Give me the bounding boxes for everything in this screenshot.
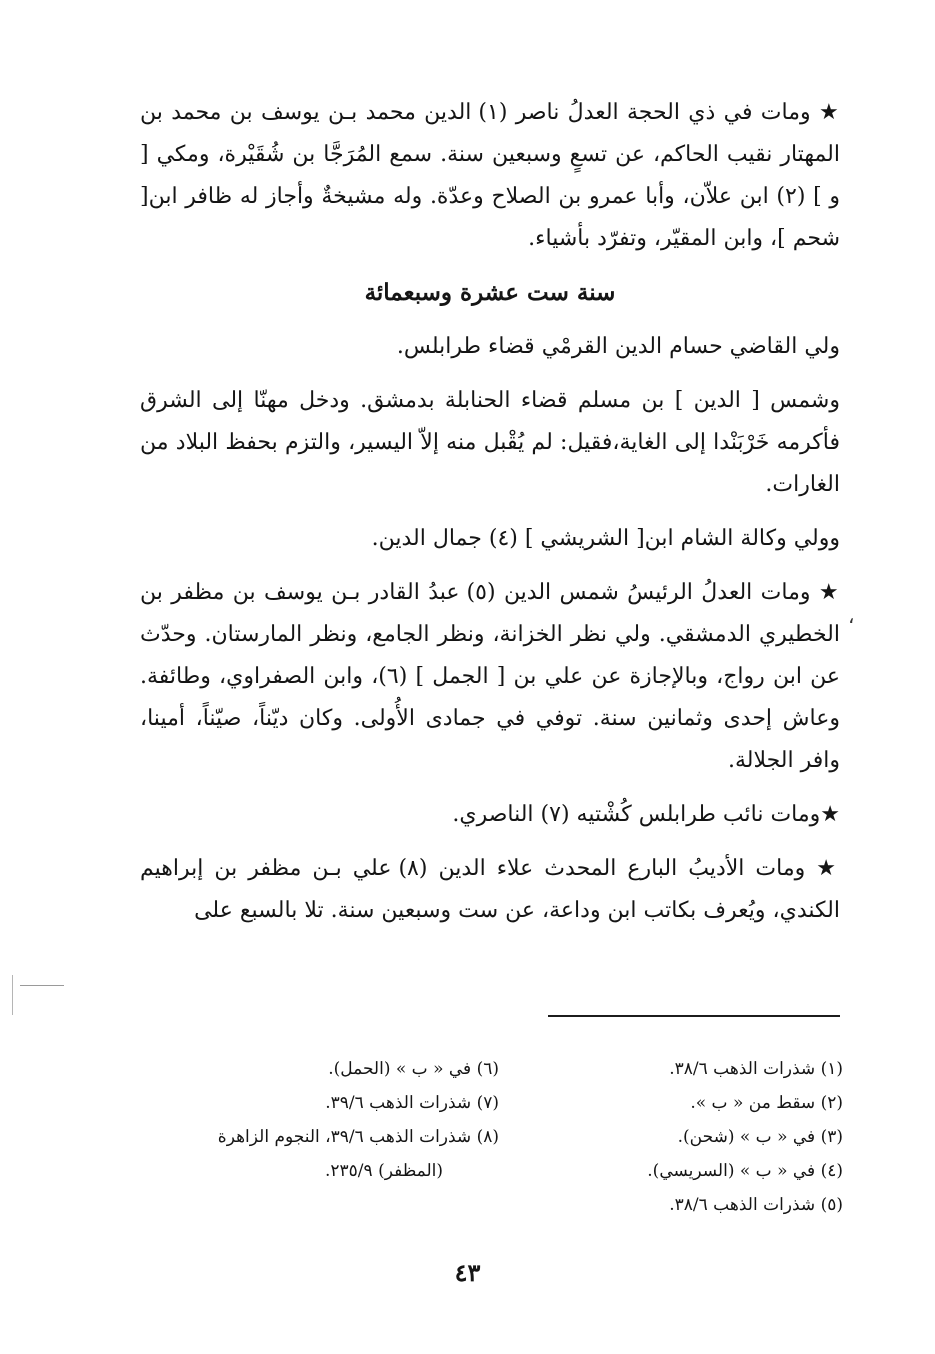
footnote-2: (٢) سقط من « ب ». (690, 1093, 843, 1113)
margin-mark: ، (848, 604, 855, 628)
page-number: ٤٣ (454, 1258, 481, 1287)
footnote-3: (٣) في « ب » (شحن). (677, 1127, 843, 1147)
footnotes-right-column (553, 1052, 843, 1222)
paragraph-death-nasir-al-din: ★ ومات في ذي الحجة العدلُ ناصر (١) الدين محمد بـن يوسف بن محمد بن المهتار نقيب الحاكم، عن تسعٍ وسبعين سنة. سمع المُرَجَّا بن شُقَيْرة، ومكي [ و ] (٢) ابن علاّن، وأبا عمرو بن الصلاح وعدّة. وله مشيخةٌ وأجاز له ظافر ابن[ شحم ]، وابن المقيّر، وتفرّد بأشياء. (140, 100, 840, 251)
scan-edge-mark (20, 985, 64, 986)
footnote-7: (٧) شذرات الذهب ٣٩/٦. (325, 1093, 499, 1113)
year-heading: سنة ست عشرة وسبعمائة (364, 279, 616, 306)
footnote-8-continuation: (المظفر) ٢٣٥/٩. (325, 1161, 443, 1181)
scan-edge-mark-vertical (12, 975, 13, 1015)
paragraph-death-ala-al-din: ★ ومات الأديبُ البارع المحدث علاء الدين (٨) علي بـن مظفر بن إبراهيم الكندي، ويُعرف بكاتب ابن وداعة، عن ست وسبعين سنة. تلا بالسبع على (140, 856, 841, 923)
paragraph-death-kushtiya: ★ومات نائب طرابلس كُشْتيه (٧) الناصري. (452, 802, 840, 827)
footnote-8: (٨) شذرات الذهب ٣٩/٦، النجوم الزاهرة (217, 1127, 499, 1147)
footnote-5: (٥) شذرات الذهب ٣٨/٦. (669, 1195, 843, 1215)
footnote-separator (548, 1015, 840, 1017)
footnote-6: (٦) في « ب » (الحمل). (328, 1059, 499, 1079)
paragraph-wakala-sham: وولي وكالة الشام ابن[ الشريشي ] (٤) جمال الدين. (371, 526, 840, 551)
paragraph-hussam-al-din: ولي القاضي حسام الدين القرمْي قضاء طرابلس. (396, 334, 840, 359)
paragraph-death-abd-al-qadir: ★ ومات العدلُ الرئيسُ شمس الدين (٥) عبدُ القادر بـن يوسف بن مظفر بن الخطيري الدمشقي. ولي نظر الخزانة، ونظر الجامع، ونظر المارستان. وحدّث عن ابن رواج، وبالإجازة عن علي بن [ الجمل ] (٦)، وابن الصفراوي، وطائفة. وعاش إحدى وثمانين سنة. توفي في جمادى الأُولى. وكان ديّناً، صيّناً، أمينا، وافر الجلالة. (140, 580, 841, 773)
paragraph-shams-al-din: وشمس [ الدين ] بن مسلم قضاء الحنابلة بدمشق. ودخل مهنّا إلى الشرق فأكرمه خَرْبَنْدا إلى الغاية،فقيل: لم يُقْبل منه إلاّ اليسير، والتزم بحفظ البلاد من الغارات. (140, 388, 840, 497)
footnote-1: (١) شذرات الذهب ٣٨/٦. (669, 1059, 843, 1079)
footnote-4: (٤) في « ب » (السريسي). (647, 1161, 843, 1181)
main-text (140, 92, 840, 944)
footnotes-left-column (179, 1052, 499, 1188)
